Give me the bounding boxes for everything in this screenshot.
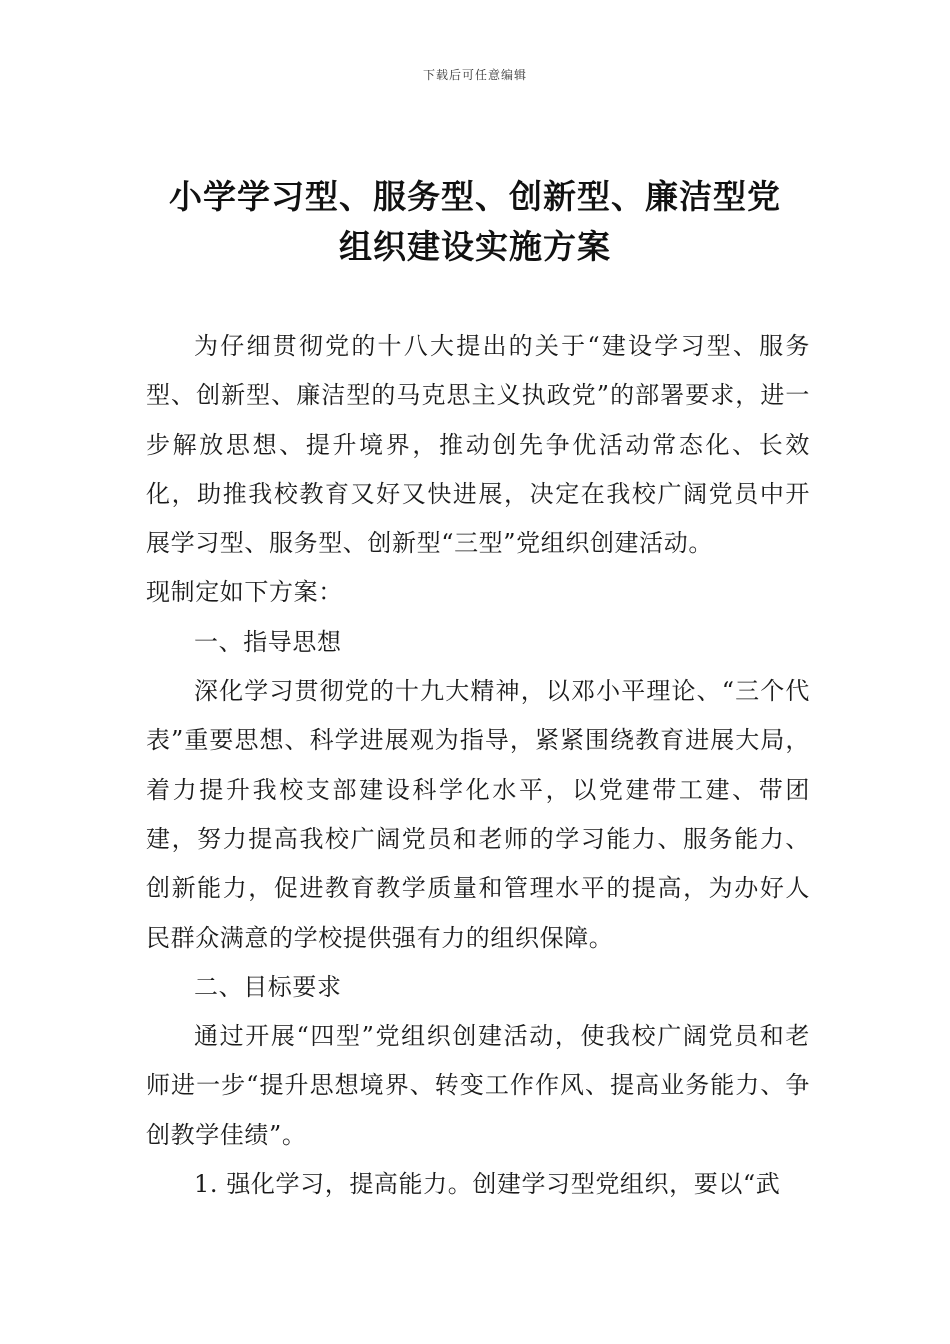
title-line-1: 小学学习型、服务型、创新型、廉洁型党: [169, 177, 781, 216]
title-line-2: 组织建设实施方案: [339, 227, 611, 266]
paragraph-intro: 为仔细贯彻党的十八大提出的关于“建设学习型、服务型、创新型、廉洁型的马克思主义执政党”的部署要求，进一步解放思想、提升境界，推动创先争优活动常态化、长效化，助推我校教育又好又快进展，决定在我校广阔党员中开展学习型、服务型、创新型“三型”党组织创建活动。: [146, 332, 810, 558]
header-note: 下载后可任意编辑: [422, 68, 527, 82]
document-title: [100, 172, 850, 272]
section-heading-guiding-thought: 一、指导思想: [194, 627, 342, 656]
paragraph-goals: 通过开展“四型”党组织创建活动，使我校广阔党员和老师进一步“提升思想境界、转变工作作风、提高业务能力、争创教学佳绩”。: [146, 1022, 810, 1149]
paragraph-plan-lead: 现制定如下方案：: [146, 578, 343, 607]
section-heading-goals: 二、目标要求: [194, 972, 342, 1001]
paragraph-guiding-thought: 深化学习贯彻党的十九大精神，以邓小平理论、“三个代表”重要思想、科学进展观为指导，紧紧围绕教育进展大局，着力提升我校支部建设科学化水平，以党建带工建、带团建，努力提高我校广阔党员和老师的学习能力、服务能力、创新能力，促进教育教学质量和管理水平的提高，为办好人民群众满意的学校提供强有力的组织保障。: [146, 677, 810, 952]
document-body: [146, 322, 810, 1209]
paragraph-item-1: 1. 强化学习，提高能力。创建学习型党组织，要以“武: [194, 1170, 781, 1199]
